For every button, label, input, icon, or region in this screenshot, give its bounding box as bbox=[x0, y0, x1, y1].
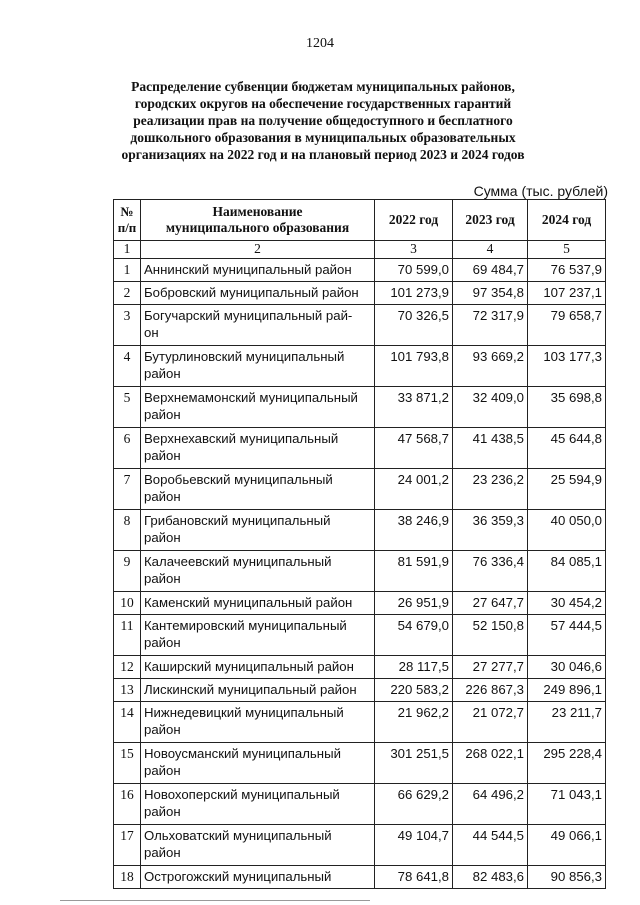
value-2024: 25 594,9 bbox=[528, 469, 606, 510]
column-number-row bbox=[114, 241, 606, 259]
table-row bbox=[114, 428, 606, 469]
row-number: 18 bbox=[114, 866, 141, 889]
header-name: Наименование муниципального образования bbox=[141, 200, 375, 241]
title-line: Распределение субвенции бюджетам муниципальных районов, bbox=[131, 79, 515, 94]
municipality-name: Богучарский муниципальный рай- он bbox=[141, 305, 375, 346]
value-2022: 81 591,9 bbox=[375, 551, 453, 592]
row-number: 10 bbox=[114, 592, 141, 615]
table-row bbox=[114, 679, 606, 702]
value-2024: 90 856,3 bbox=[528, 866, 606, 889]
municipality-name: Бутурлиновский муниципальный район bbox=[141, 346, 375, 387]
value-2024: 76 537,9 bbox=[528, 259, 606, 282]
row-number: 14 bbox=[114, 702, 141, 743]
value-2023: 44 544,5 bbox=[453, 825, 528, 866]
municipality-name: Аннинский муниципальный район bbox=[141, 259, 375, 282]
table-row bbox=[114, 259, 606, 282]
municipality-name: Каменский муниципальный район bbox=[141, 592, 375, 615]
value-2022: 21 962,2 bbox=[375, 702, 453, 743]
value-2022: 70 326,5 bbox=[375, 305, 453, 346]
value-2023: 226 867,3 bbox=[453, 679, 528, 702]
value-2024: 35 698,8 bbox=[528, 387, 606, 428]
table-row bbox=[114, 825, 606, 866]
value-2022: 47 568,7 bbox=[375, 428, 453, 469]
value-2023: 23 236,2 bbox=[453, 469, 528, 510]
table-row bbox=[114, 387, 606, 428]
value-2023: 32 409,0 bbox=[453, 387, 528, 428]
value-2024: 295 228,4 bbox=[528, 743, 606, 784]
value-2023: 27 277,7 bbox=[453, 656, 528, 679]
header-2023: 2023 год bbox=[453, 200, 528, 241]
table-row bbox=[114, 551, 606, 592]
value-2023: 97 354,8 bbox=[453, 282, 528, 305]
row-number: 13 bbox=[114, 679, 141, 702]
column-number: 5 bbox=[528, 241, 606, 259]
table-row bbox=[114, 510, 606, 551]
municipality-name: Калачеевский муниципальный район bbox=[141, 551, 375, 592]
value-2024: 40 050,0 bbox=[528, 510, 606, 551]
municipality-name: Бобровский муниципальный район bbox=[141, 282, 375, 305]
municipality-name: Грибановский муниципальный район bbox=[141, 510, 375, 551]
municipality-name: Кантемировский муниципальный район bbox=[141, 615, 375, 656]
table-row bbox=[114, 615, 606, 656]
value-2022: 24 001,2 bbox=[375, 469, 453, 510]
row-number: 17 bbox=[114, 825, 141, 866]
table-row bbox=[114, 282, 606, 305]
column-number: 2 bbox=[141, 241, 375, 259]
row-number: 11 bbox=[114, 615, 141, 656]
table-row bbox=[114, 866, 606, 889]
row-number: 12 bbox=[114, 656, 141, 679]
row-number: 7 bbox=[114, 469, 141, 510]
column-number: 3 bbox=[375, 241, 453, 259]
table-row bbox=[114, 656, 606, 679]
row-number: 9 bbox=[114, 551, 141, 592]
table-header bbox=[114, 200, 606, 241]
row-number: 16 bbox=[114, 784, 141, 825]
value-2024: 79 658,7 bbox=[528, 305, 606, 346]
municipality-name: Новохоперский муниципальный район bbox=[141, 784, 375, 825]
row-number: 6 bbox=[114, 428, 141, 469]
municipality-name: Каширский муниципальный район bbox=[141, 656, 375, 679]
row-number: 5 bbox=[114, 387, 141, 428]
table-body bbox=[114, 241, 606, 889]
column-number: 4 bbox=[453, 241, 528, 259]
value-2022: 101 273,9 bbox=[375, 282, 453, 305]
row-number: 15 bbox=[114, 743, 141, 784]
value-2022: 28 117,5 bbox=[375, 656, 453, 679]
header-2024: 2024 год bbox=[528, 200, 606, 241]
value-2023: 82 483,6 bbox=[453, 866, 528, 889]
value-2024: 30 454,2 bbox=[528, 592, 606, 615]
value-2024: 71 043,1 bbox=[528, 784, 606, 825]
value-2022: 54 679,0 bbox=[375, 615, 453, 656]
value-2023: 76 336,4 bbox=[453, 551, 528, 592]
municipality-name: Воробьевский муниципальный район bbox=[141, 469, 375, 510]
table-row bbox=[114, 592, 606, 615]
municipality-name: Верхнемамонский муниципальный район bbox=[141, 387, 375, 428]
table-row bbox=[114, 702, 606, 743]
sum-unit-label: Сумма (тыс. рублей) bbox=[473, 183, 608, 199]
value-2023: 21 072,7 bbox=[453, 702, 528, 743]
page-number: 1204 bbox=[306, 36, 334, 51]
value-2022: 49 104,7 bbox=[375, 825, 453, 866]
table-row bbox=[114, 784, 606, 825]
table-row bbox=[114, 743, 606, 784]
row-number: 4 bbox=[114, 346, 141, 387]
column-number: 1 bbox=[114, 241, 141, 259]
value-2024: 107 237,1 bbox=[528, 282, 606, 305]
value-2023: 64 496,2 bbox=[453, 784, 528, 825]
municipality-name: Ольховатский муниципальный район bbox=[141, 825, 375, 866]
municipality-name: Острогожский муниципальный bbox=[141, 866, 375, 889]
value-2022: 301 251,5 bbox=[375, 743, 453, 784]
header-2022: 2022 год bbox=[375, 200, 453, 241]
value-2024: 45 644,8 bbox=[528, 428, 606, 469]
value-2023: 41 438,5 bbox=[453, 428, 528, 469]
row-number: 8 bbox=[114, 510, 141, 551]
title-line: дошкольного образования в муниципальных образовательных bbox=[130, 130, 516, 145]
document-title bbox=[108, 78, 538, 163]
value-2022: 220 583,2 bbox=[375, 679, 453, 702]
value-2023: 52 150,8 bbox=[453, 615, 528, 656]
value-2023: 72 317,9 bbox=[453, 305, 528, 346]
value-2022: 38 246,9 bbox=[375, 510, 453, 551]
row-number: 3 bbox=[114, 305, 141, 346]
title-line: организациях на 2022 год и на плановый период 2023 и 2024 годов bbox=[121, 147, 525, 162]
value-2023: 27 647,7 bbox=[453, 592, 528, 615]
value-2022: 70 599,0 bbox=[375, 259, 453, 282]
value-2024: 23 211,7 bbox=[528, 702, 606, 743]
value-2022: 78 641,8 bbox=[375, 866, 453, 889]
value-2023: 36 359,3 bbox=[453, 510, 528, 551]
table-row bbox=[114, 469, 606, 510]
header-number: № п/п bbox=[114, 200, 141, 241]
value-2024: 84 085,1 bbox=[528, 551, 606, 592]
municipality-name: Верхнехавский муниципальный район bbox=[141, 428, 375, 469]
value-2024: 249 896,1 bbox=[528, 679, 606, 702]
value-2024: 103 177,3 bbox=[528, 346, 606, 387]
municipality-name: Нижнедевицкий муниципальный район bbox=[141, 702, 375, 743]
row-number: 1 bbox=[114, 259, 141, 282]
value-2022: 66 629,2 bbox=[375, 784, 453, 825]
table-row bbox=[114, 346, 606, 387]
title-line: городских округов на обеспечение государственных гарантий bbox=[134, 96, 512, 111]
municipality-name: Новоусманский муниципальный район bbox=[141, 743, 375, 784]
value-2024: 49 066,1 bbox=[528, 825, 606, 866]
table-row bbox=[114, 305, 606, 346]
value-2022: 101 793,8 bbox=[375, 346, 453, 387]
municipality-name: Лискинский муниципальный район bbox=[141, 679, 375, 702]
subvention-table bbox=[113, 199, 606, 889]
title-line: реализации прав на получение общедоступного и бесплатного bbox=[133, 113, 513, 128]
value-2023: 93 669,2 bbox=[453, 346, 528, 387]
value-2024: 30 046,6 bbox=[528, 656, 606, 679]
value-2023: 268 022,1 bbox=[453, 743, 528, 784]
value-2024: 57 444,5 bbox=[528, 615, 606, 656]
value-2023: 69 484,7 bbox=[453, 259, 528, 282]
value-2022: 26 951,9 bbox=[375, 592, 453, 615]
row-number: 2 bbox=[114, 282, 141, 305]
value-2022: 33 871,2 bbox=[375, 387, 453, 428]
footer-divider bbox=[60, 900, 370, 901]
